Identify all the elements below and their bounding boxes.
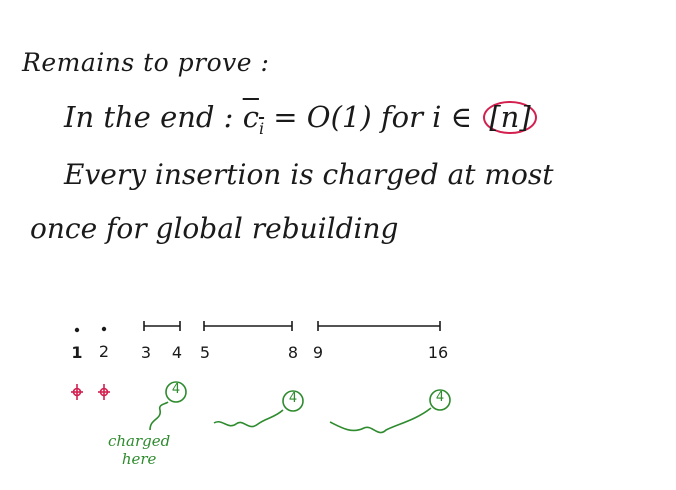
tick-3: 3: [140, 343, 152, 362]
charged-word: charged: [108, 432, 171, 450]
interval-5-8: [204, 321, 292, 331]
red-marker-2: [98, 384, 110, 400]
tick-8: 8: [287, 343, 299, 362]
green-squiggle-1: [150, 402, 168, 430]
heading-text: Remains to prove :: [22, 48, 270, 77]
end-middle: = O(1) for i ∈: [264, 100, 473, 134]
green-squiggle-3: [330, 408, 431, 433]
charged-here-note: [108, 432, 170, 468]
once-text: once for global rebuilding: [30, 212, 399, 245]
c-bar-variable: $c_i$: [242, 100, 265, 138]
marker-c-label: 4: [435, 390, 445, 405]
tick-16: 16: [427, 343, 449, 362]
top-edge: [0, 0, 676, 10]
marker-a-label: 4: [171, 382, 181, 397]
tick-4: 4: [171, 343, 183, 362]
marker-b-label: 4: [288, 391, 298, 406]
tick-2: 2: [98, 342, 110, 361]
tick-9: 9: [312, 343, 324, 362]
green-squiggle-2: [214, 410, 283, 427]
dot-1: [75, 328, 79, 332]
interval-3-4: [144, 321, 180, 331]
end-prefix: In the end :: [64, 100, 234, 134]
insertion-text: Every insertion is charged at most: [64, 158, 554, 191]
n-set-circled: [n]: [483, 101, 536, 134]
red-marker-1: [71, 384, 83, 400]
here-word: here: [121, 450, 157, 468]
tick-5: 5: [199, 343, 211, 362]
interval-9-16: [318, 321, 440, 331]
dot-2: [102, 327, 106, 331]
tick-1: 1: [71, 343, 83, 362]
